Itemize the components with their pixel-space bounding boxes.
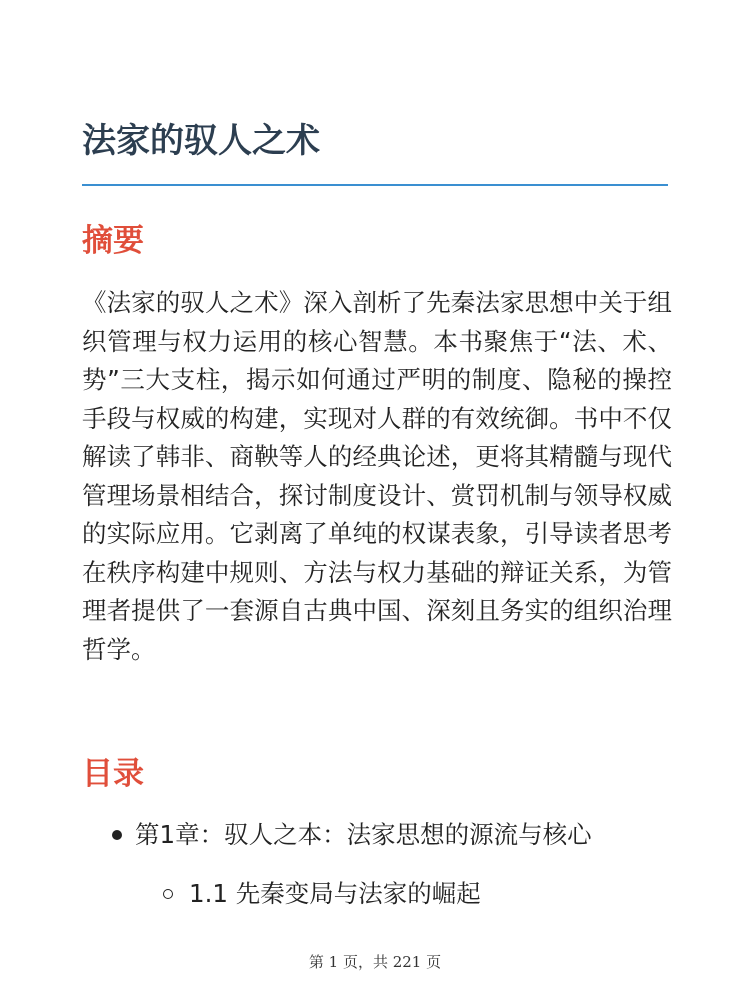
- toc-item-label: 第1章：驭人之本：法家思想的源流与核心: [135, 820, 592, 849]
- abstract-text: 《法家的驭人之术》深入剖析了先秦法家思想中关于组织管理与权力运用的核心智慧。本书聚焦于“法、术、势”三大支柱，揭示如何通过严明的制度、隐秘的操控手段与权威的构建，实现对人群的有效统御。书中不仅解读了韩非、商鞅等人的经典论述，更将其精髓与现代管理场景相结合，探讨制度设计、赏罚机制与领导权威的实际应用。它剥离了单纯的权谋表象，引导读者思考在秩序构建中规则、方法与权力基础的辩证关系，为管理者提供了一套源自古典中国、深刻且务实的组织治理哲学。: [82, 288, 672, 664]
- hollow-bullet-icon: [163, 889, 173, 899]
- abstract-heading: 摘要: [82, 223, 144, 259]
- page-footer: 第 1 页，共 221 页: [308, 953, 442, 971]
- toc-heading: 目录: [82, 756, 144, 792]
- title-divider: [82, 184, 668, 186]
- filled-bullet-icon: [112, 830, 122, 840]
- toc-item-label: 1.1 先秦变局与法家的崛起: [189, 879, 481, 908]
- page-title: 法家的驭人之术: [82, 121, 320, 161]
